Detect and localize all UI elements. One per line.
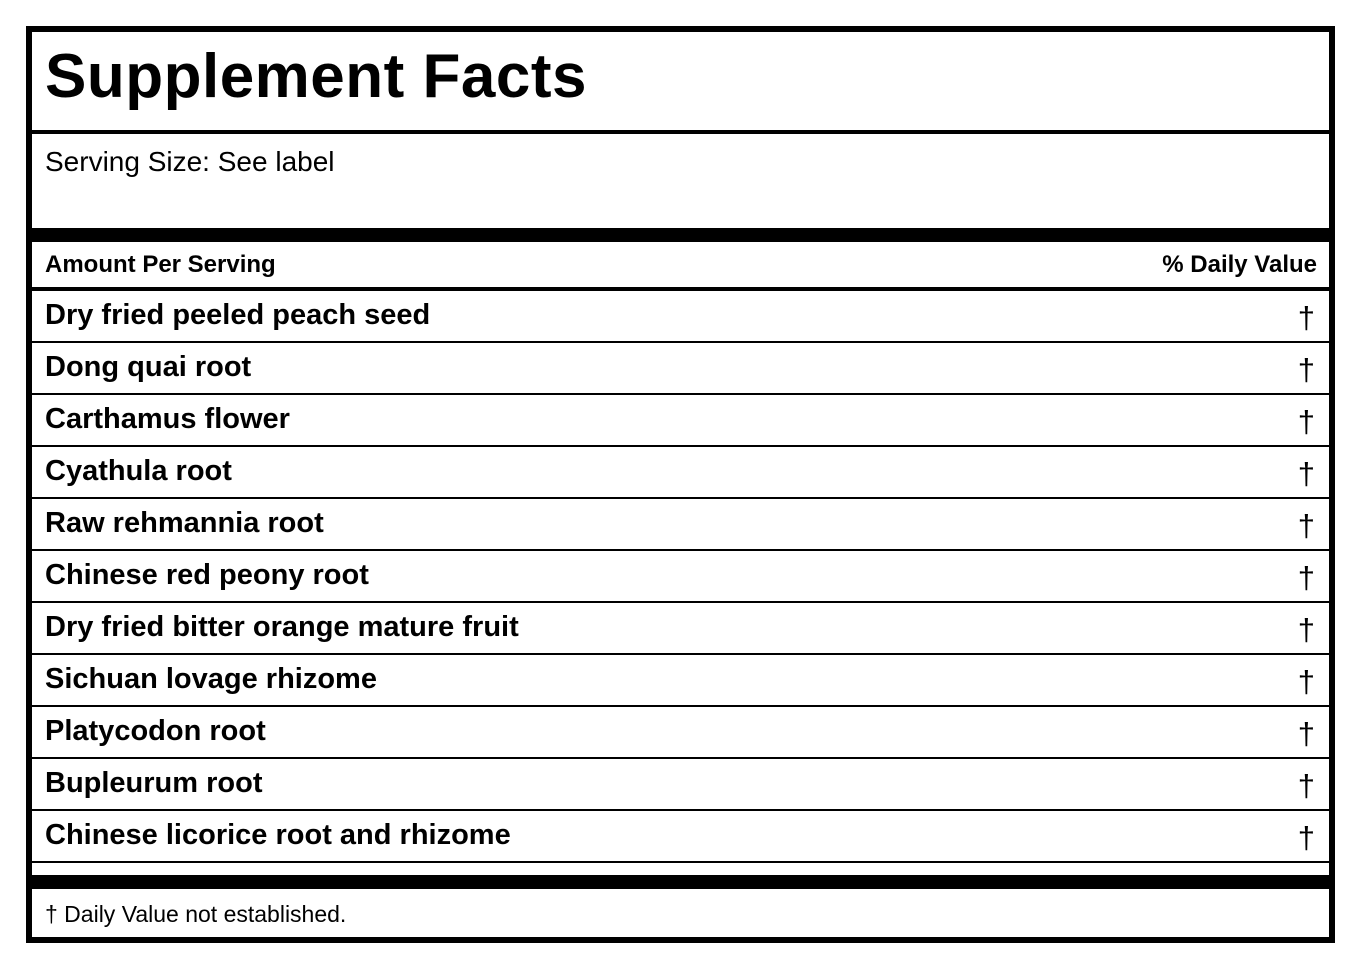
supplement-facts-label [26, 26, 1335, 943]
bottom-thick-divider [32, 875, 1329, 889]
ingredient-row [32, 291, 1329, 343]
top-thick-divider [32, 228, 1329, 242]
ingredient-daily-value: † [1297, 560, 1315, 595]
ingredient-row [32, 499, 1329, 551]
ingredient-name: Chinese licorice root and rhizome [45, 819, 511, 851]
ingredient-name: Dry fried bitter orange mature fruit [45, 611, 519, 643]
ingredient-daily-value: † [1297, 456, 1315, 491]
ingredient-daily-value: † [1297, 404, 1315, 439]
ingredient-row [32, 759, 1329, 811]
ingredient-row [32, 395, 1329, 447]
daily-value-header: % Daily Value [1162, 251, 1317, 278]
ingredient-name: Chinese red peony root [45, 559, 369, 591]
ingredient-name: Dry fried peeled peach seed [45, 299, 431, 331]
ingredient-row [32, 811, 1329, 863]
ingredient-name: Platycodon root [45, 715, 266, 747]
ingredient-name: Bupleurum root [45, 767, 263, 799]
ingredient-list [32, 291, 1329, 863]
label-title: Supplement Facts [45, 42, 587, 111]
ingredient-name: Carthamus flower [45, 403, 290, 435]
ingredient-daily-value: † [1297, 300, 1315, 335]
ingredient-daily-value: † [1297, 508, 1315, 543]
column-header-row [32, 242, 1329, 291]
ingredient-daily-value: † [1297, 768, 1315, 803]
ingredient-daily-value: † [1297, 352, 1315, 387]
amount-per-serving-header: Amount Per Serving [45, 251, 276, 278]
serving-section [32, 134, 1329, 228]
ingredient-daily-value: † [1297, 664, 1315, 699]
ingredient-row [32, 447, 1329, 499]
title-section [32, 32, 1329, 134]
ingredient-name: Cyathula root [45, 455, 232, 487]
ingredient-name: Dong quai root [45, 351, 252, 383]
daily-value-footnote: † Daily Value not established. [45, 901, 347, 927]
ingredient-row [32, 603, 1329, 655]
ingredient-row [32, 343, 1329, 395]
ingredient-row [32, 655, 1329, 707]
ingredient-daily-value: † [1297, 820, 1315, 855]
ingredient-daily-value: † [1297, 716, 1315, 751]
footnote-section [32, 889, 1329, 937]
ingredient-row [32, 707, 1329, 759]
serving-size: Serving Size: See label [45, 146, 335, 177]
ingredient-row [32, 551, 1329, 603]
ingredient-name: Raw rehmannia root [45, 507, 324, 539]
ingredient-daily-value: † [1297, 612, 1315, 647]
ingredient-name: Sichuan lovage rhizome [45, 663, 377, 695]
